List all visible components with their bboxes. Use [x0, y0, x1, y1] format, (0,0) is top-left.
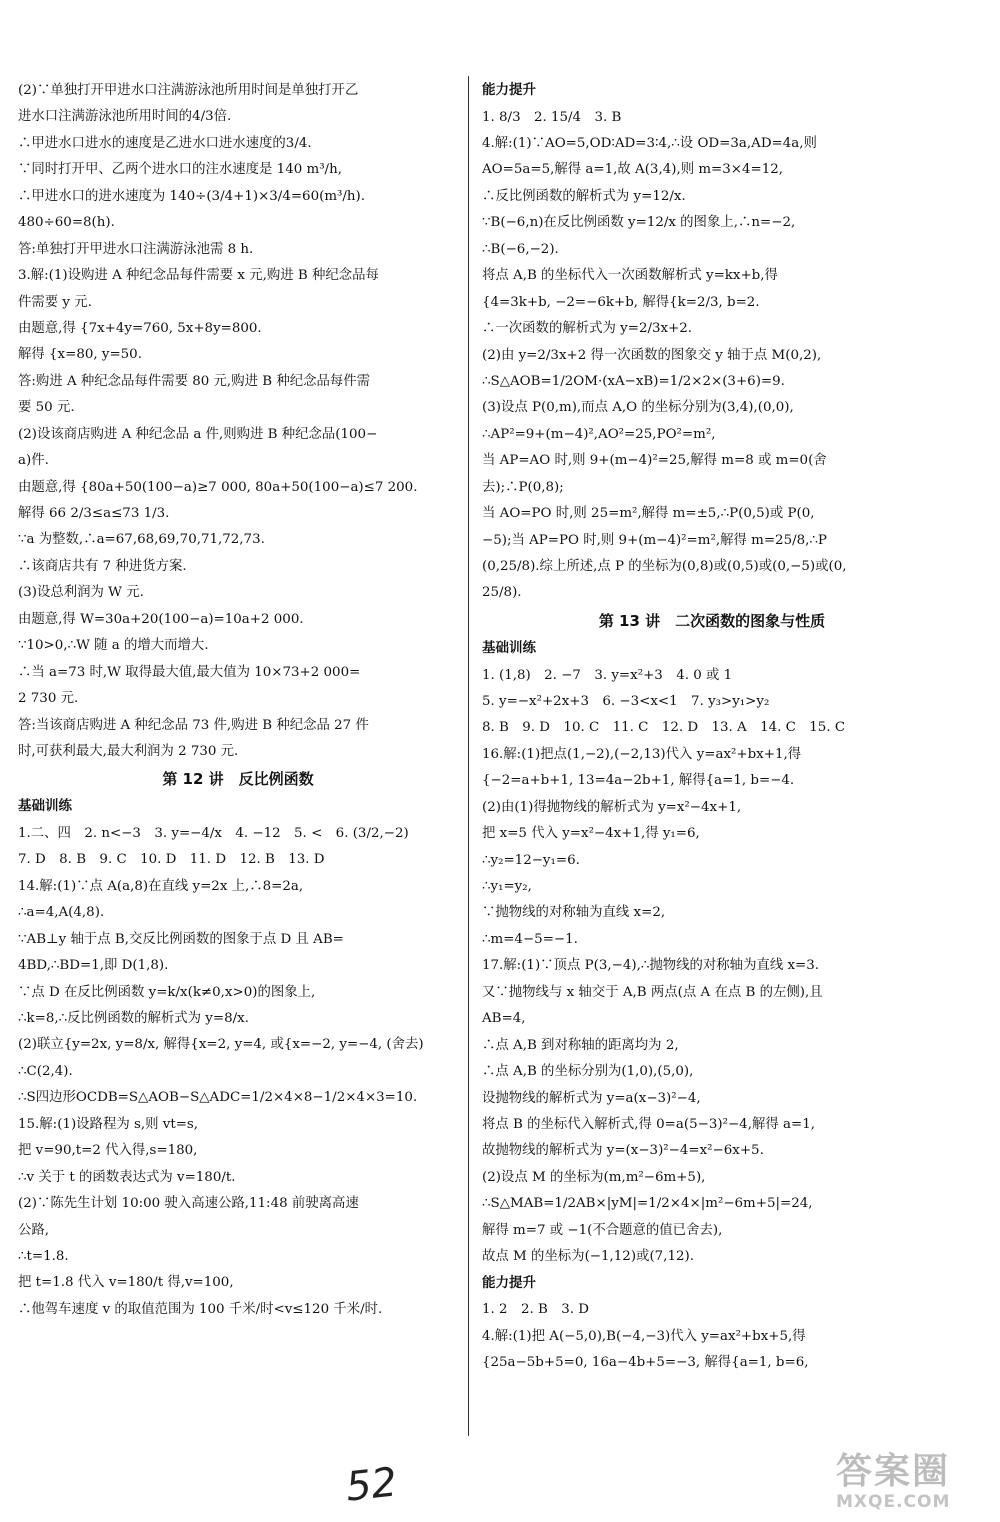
answer-line: ∴S△AOB=1/2OM·(xA−xB)=1/2×2×(3+6)=9. [482, 373, 785, 389]
answer-line: AB=4, [482, 1011, 526, 1027]
answer-line: 17.解:(1)∵顶点 P(3,−4),∴抛物线的对称轴为直线 x=3. [482, 958, 820, 974]
right-column [482, 80, 942, 1378]
left-column [18, 80, 458, 1325]
answer-line: 当 AP=AO 时,则 9+(m−4)²=25,解得 m=8 或 m=0(舍 [482, 453, 827, 469]
answer-line: ∴v 关于 t 的函数表达式为 v=180/t. [18, 1169, 236, 1185]
answer-line: ∴甲进水口的进水速度为 140÷(3/4+1)×3/4=60(m³/h). [18, 188, 366, 204]
answer-line: {4=3k+b, −2=−6k+b, 解得{k=2/3, b=2. [482, 294, 760, 310]
answer-line: ∴AP²=9+(m−4)²,AO²=25,PO²=m², [482, 426, 716, 442]
answer-line: 由题意,得 {80a+50(100−a)≥7 000, 80a+50(100−a)≤7 200. [18, 479, 418, 495]
answer-line: 7. D 8. B 9. C 10. D 11. D 12. B 13. D [18, 852, 325, 868]
answer-line: 件需要 y 元. [18, 294, 92, 310]
answer-line: ∴点 A,B 到对称轴的距离均为 2, [482, 1037, 679, 1053]
watermark-url: MXQE.COM [836, 1492, 951, 1512]
answer-line: 1. (1,8) 2. −7 3. y=x²+3 4. 0 或 1 [482, 667, 733, 683]
answer-line: ∴甲进水口进水的速度是乙进水口进水速度的3/4. [18, 135, 312, 151]
answer-line: 1. 8/3 2. 15/4 3. B [482, 109, 622, 125]
answer-line: 1. 2 2. B 3. D [482, 1302, 589, 1318]
answer-line: 15.解:(1)设路程为 s,则 vt=s, [18, 1116, 199, 1132]
answer-line: 将点 B 的坐标代入解析式,得 0=a(5−3)²−4,解得 a=1, [482, 1116, 815, 1132]
answer-line: ∵点 D 在反比例函数 y=k/x(k≠0,x>0)的图象上, [18, 984, 316, 1000]
answer-line: ∵10>0,∴W 随 a 的增大而增大. [18, 638, 209, 654]
answer-line: 4BD,∴BD=1,即 D(1,8). [18, 958, 169, 974]
answer-line: 故点 M 的坐标为(−1,12)或(7,12). [482, 1249, 694, 1265]
answer-line: 进水口注满游泳池所用时间的4/3倍. [18, 109, 232, 125]
section-heading: 能力提升 [482, 82, 536, 98]
answer-line: 当 AO=PO 时,则 25=m²,解得 m=±5,∴P(0,5)或 P(0, [482, 506, 815, 522]
answer-line: AO=5a=5,解得 a=1,故 A(3,4),则 m=3×4=12, [482, 162, 784, 178]
answer-line: ∵AB⊥y 轴于点 B,交反比例函数的图象于点 D 且 AB= [18, 931, 344, 947]
answer-line: 由题意,得 W=30a+20(100−a)=10a+2 000. [18, 611, 304, 627]
answer-line: (2)设点 M 的坐标为(m,m²−6m+5), [482, 1169, 706, 1185]
answer-line: ∴该商店共有 7 种进货方案. [18, 558, 187, 574]
answer-line: ∵a 为整数,∴a=67,68,69,70,71,72,73. [18, 532, 265, 548]
answer-line: ∴S△MAB=1/2AB×|yM|=1/2×4×|m²−6m+5|=24, [482, 1196, 813, 1212]
answer-line: 8. B 9. D 10. C 11. C 12. D 13. A 14. C 15. C [482, 720, 846, 736]
answer-line: 把 x=5 代入 y=x²−4x+1,得 y₁=6, [482, 826, 700, 842]
answer-line: 将点 A,B 的坐标代入一次函数解析式 y=kx+b,得 [482, 268, 778, 284]
answer-line: 14.解:(1)∵点 A(a,8)在直线 y=2x 上,∴8=2a, [18, 878, 304, 894]
section-heading: 能力提升 [482, 1274, 536, 1291]
answer-line: ∴m=4−5=−1. [482, 931, 578, 947]
answer-line: 把 t=1.8 代入 v=180/t 得,v=100, [18, 1275, 234, 1291]
section-heading: 基础训练 [482, 639, 536, 656]
answer-line: a)件. [18, 453, 49, 469]
answer-line: ∴点 A,B 的坐标分别为(1,0),(5,0), [482, 1064, 694, 1080]
answer-line: 480÷60=8(h). [18, 215, 115, 231]
answer-line: 答:当该商店购进 A 种纪念品 73 件,购进 B 种纪念品 27 件 [18, 717, 369, 733]
answer-line: 去);∴P(0,8); [482, 479, 564, 495]
answer-line: 公路, [18, 1222, 50, 1238]
answer-line: 解得 66 2/3≤a≤73 1/3. [18, 506, 170, 521]
answer-line: 2 730 元. [18, 691, 79, 707]
answer-line: −5);当 AP=PO 时,则 9+(m−4)²=m²,解得 m=25/8,∴P [482, 532, 827, 548]
answer-line: (3)设总利润为 W 元. [18, 585, 144, 601]
answer-line: 设抛物线的解析式为 y=a(x−3)²−4, [482, 1090, 701, 1106]
answer-line: ∴y₂=12−y₁=6. [482, 852, 580, 868]
answer-line: 要 50 元. [18, 400, 75, 416]
answer-line: ∵B(−6,n)在反比例函数 y=12/x 的图象上,∴n=−2, [482, 215, 796, 231]
answer-line: 由题意,得 {7x+4y=760, 5x+8y=800. [18, 320, 262, 336]
lecture-title: 第 12 讲 反比例函数 [162, 770, 314, 789]
answer-line: (0,25/8).综上所述,点 P 的坐标为(0,8)或(0,5)或(0,−5)或(0, [482, 559, 847, 575]
answer-line: (2)由(1)得抛物线的解析式为 y=x²−4x+1, [482, 799, 742, 815]
answer-line: ∴他驾车速度 v 的取值范围为 100 千米/时<v≤120 千米/时. [18, 1301, 383, 1317]
answer-line: ∵同时打开甲、乙两个进水口的注水速度是 140 m³/h, [18, 162, 342, 178]
answer-line: 1.二、四 2. n<−3 3. y=−4/x 4. −12 5. < 6. (3/2,−2) [18, 825, 409, 841]
answer-line: 故抛物线的解析式为 y=(x−3)²−4=x²−6x+5. [482, 1143, 764, 1159]
answer-line: {25a−5b+5=0, 16a−4b+5=−3, 解得{a=1, b=6, [482, 1355, 809, 1371]
answer-line: ∴S四边形OCDB=S△AOB−S△ADC=1/2×4×8−1/2×4×3=10. [18, 1090, 418, 1106]
answer-line: ∴一次函数的解析式为 y=2/3x+2. [482, 321, 693, 337]
answer-line: ∵抛物线的对称轴为直线 x=2, [482, 905, 666, 921]
section-heading: 基础训练 [18, 798, 72, 815]
answer-line: (2)∵陈先生计划 10:00 驶入高速公路,11:48 前驶离高速 [18, 1196, 359, 1212]
site-watermark [836, 1452, 996, 1518]
answer-line: ∴当 a=73 时,W 取得最大值,最大值为 10×73+2 000= [18, 664, 361, 680]
answer-line: (2)由 y=2/3x+2 得一次函数的图象交 y 轴于点 M(0,2), [482, 347, 822, 363]
answer-line: 4.解:(1)∵AO=5,OD∶AD=3∶4,∴设 OD=3a,AD=4a,则 [482, 136, 817, 152]
answer-line: 解得 m=7 或 −1(不合题意的值已舍去), [482, 1222, 723, 1238]
answer-line: ∴y₁=y₂, [482, 879, 532, 894]
answer-line: (3)设点 P(0,m),而点 A,O 的坐标分别为(3,4),(0,0), [482, 400, 794, 416]
answer-line: ∴B(−6,−2). [482, 241, 559, 257]
answer-line: ∴t=1.8. [18, 1248, 69, 1264]
answer-line: (2)设该商店购进 A 种纪念品 a 件,则购进 B 种纪念品(100− [18, 426, 378, 442]
answer-line: 4.解:(1)把 A(−5,0),B(−4,−3)代入 y=ax²+bx+5,得 [482, 1328, 806, 1344]
answer-line: 答:购进 A 种纪念品每件需要 80 元,购进 B 种纪念品每件需 [18, 373, 371, 389]
answer-line: 解得 {x=80, y=50. [18, 347, 142, 363]
answer-line: (2)联立{y=2x, y=8/x, 解得{x=2, y=4, 或{x=−2, y=−4, (舍去) [18, 1037, 424, 1053]
lecture-title: 第 13 讲 二次函数的图象与性质 [598, 611, 826, 630]
answer-line: ∴k=8,∴反比例函数的解析式为 y=8/x. [18, 1011, 249, 1027]
answer-line: 时,可获利最大,最大利润为 2 730 元. [18, 743, 239, 759]
answer-line: 答:单独打开甲进水口注满游泳池需 8 h. [18, 241, 254, 257]
answer-line: ∴C(2,4). [18, 1063, 73, 1079]
answer-line: 3.解:(1)设购进 A 种纪念品每件需要 x 元,购进 B 种纪念品每 [18, 268, 379, 284]
answer-line: 5. y=−x²+2x+3 6. −3<x<1 7. y₃>y₁>y₂ [482, 693, 770, 709]
watermark-logo: 答案圈 [836, 1451, 951, 1492]
answer-line: ∴反比例函数的解析式为 y=12/x. [482, 188, 686, 204]
answer-line: ∴a=4,A(4,8). [18, 905, 105, 921]
column-divider [468, 76, 469, 1436]
answer-line: (2)∵单独打开甲进水口注满游泳池所用时间是单独打开乙 [18, 83, 359, 98]
answer-line: 25/8). [482, 585, 522, 601]
answer-line: 把 v=90,t=2 代入得,s=180, [18, 1143, 198, 1159]
answer-line: 16.解:(1)把点(1,−2),(−2,13)代入 y=ax²+bx+1,得 [482, 746, 802, 762]
answer-line: {−2=a+b+1, 13=4a−2b+1, 解得{a=1, b=−4. [482, 773, 795, 789]
handwritten-page-number: 52 [343, 1459, 400, 1511]
answer-line: 又∵抛物线与 x 轴交于 A,B 两点(点 A 在点 B 的左侧),且 [482, 984, 823, 1000]
